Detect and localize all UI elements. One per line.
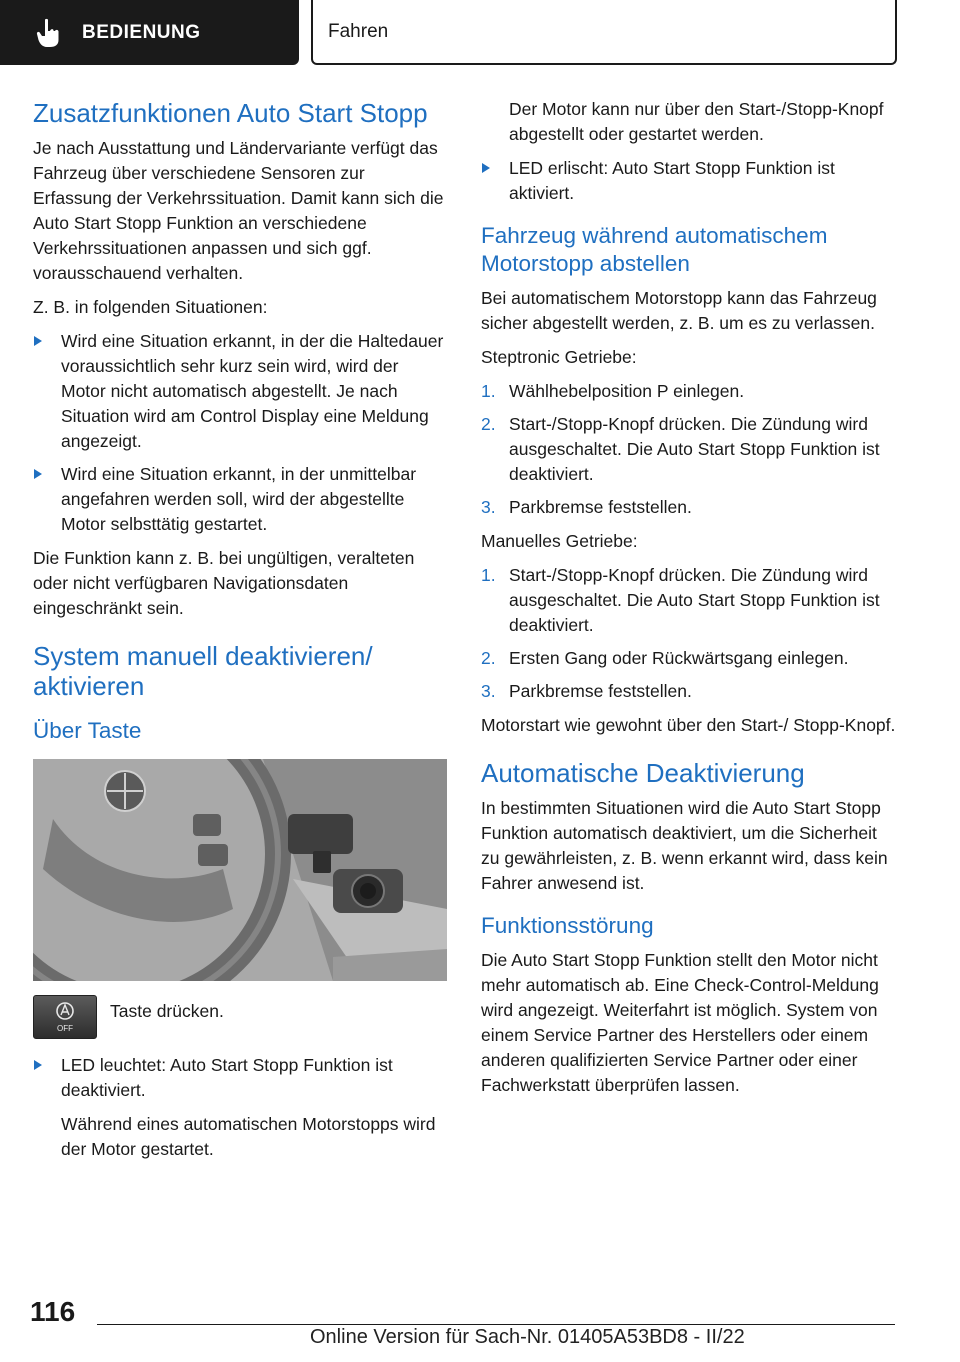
list-item-text: LED leuchtet: Auto Start Stopp Funktion ist deaktiviert.	[61, 1055, 393, 1100]
step-text: Parkbremse feststellen.	[509, 681, 692, 701]
page-number: 116	[30, 1296, 76, 1327]
list-item	[33, 1053, 447, 1103]
right-column	[481, 97, 897, 1107]
list-item-text: LED erlischt: Auto Start Stopp Funktion ist aktiviert.	[509, 158, 835, 203]
list-item	[481, 563, 897, 638]
step-number: 2.	[481, 648, 496, 668]
section-tab	[0, 0, 299, 65]
manuell-steps	[481, 563, 897, 704]
paragraph-auto: In bestimmten Situationen wird die Auto Start Stopp Funktion automatisch deaktiviert, um die Sicherheit zu gewährleisten, z. B. wenn erkannt wird, dass kein Fahrer anwesend ist.	[481, 798, 888, 893]
paragraph-steptronic: Steptronic Getriebe:	[481, 347, 637, 367]
steptronic-steps	[481, 379, 897, 520]
button-row	[33, 995, 447, 1039]
triangle-bullet-icon	[34, 469, 42, 479]
paragraph-abstellen: Bei automatischem Motorstopp kann das Fahrzeug sicher abgestellt werden, z. B. um es zu verlassen.	[481, 288, 877, 333]
heading-funktionsstoerung: Funktionsstörung	[481, 913, 654, 938]
step-number: 1.	[481, 381, 496, 401]
step-text: Wählhebelposition P einlegen.	[509, 381, 745, 401]
triangle-bullet-icon	[34, 1060, 42, 1070]
paragraph-motorstart: Motorstart wie gewohnt über den Start-/ Stopp-Knopf.	[481, 715, 896, 735]
step-text: Parkbremse feststellen.	[509, 497, 692, 517]
heading-zusatzfunktionen: Zusatzfunktionen Auto Start Stopp	[33, 98, 428, 128]
paragraph-stoerung: Die Auto Start Stopp Funktion stellt den Motor nicht mehr automatisch ab. Eine Check-Control-Meldung wird angezeigt. Weiterfahrt ist möglich. System von einem Service Partner des Herstellers oder einem anderen qualifizierten Service Partner oder einer Fachwerkstatt überprüfen lassen.	[481, 950, 879, 1095]
list-item	[481, 495, 897, 520]
list-item-text: Wird eine Situation erkannt, in der die Haltedauer voraussichtlich sehr kurz sein wird, wird der Motor nicht automatisch abgestellt. Je nach Situation wird am Control Display eine Meldung angezeigt.	[61, 331, 444, 451]
hand-pointer-icon	[36, 18, 62, 48]
paragraph-zusatz: Je nach Ausstattung und Ländervariante verfügt das Fahrzeug über verschiedene Sensoren zur Erfassung der Verkehrssituation. Damit kann sich die Auto Start Stopp Funktion an verschiedene Verkehrssituationen anpassen und sich ggf. vorausschauend verhalten.	[33, 138, 444, 283]
step-number: 2.	[481, 414, 496, 434]
list-item	[33, 462, 447, 537]
paragraph-manuell: Manuelles Getriebe:	[481, 531, 638, 551]
list-item	[481, 646, 897, 671]
paragraph-waehrend: Während eines automatischen Motorstopps wird der Motor gestartet.	[61, 1114, 436, 1159]
steering-wheel-illustration	[33, 759, 447, 981]
step-number: 3.	[481, 497, 496, 517]
list-item	[33, 329, 447, 454]
step-text: Start-/Stopp-Knopf drücken. Die Zündung wird ausgeschaltet. Die Auto Start Stopp Funktion ist deaktiviert.	[509, 565, 880, 635]
list-item	[481, 412, 897, 487]
list-item	[481, 156, 897, 206]
heading-fahrzeug-abstellen: Fahrzeug während automatischem Motorstopp abstellen	[481, 223, 828, 276]
online-version-note: Online Version für Sach-Nr. 01405A53BD8 - II/22	[310, 1326, 745, 1348]
triangle-bullet-icon	[34, 336, 42, 346]
steering-wheel-photo	[33, 759, 447, 981]
list-item	[481, 379, 897, 404]
taste-druecken-text: Taste drücken.	[110, 1001, 224, 1021]
svg-text:OFF: OFF	[57, 1024, 73, 1033]
heading-system-manuell: System manuell deaktivieren/ aktivieren	[33, 641, 373, 701]
step-number: 1.	[481, 565, 496, 585]
paragraph-continued: Der Motor kann nur über den Start-/Stopp-Knopf abgestellt oder gestartet werden.	[509, 99, 884, 144]
list-item	[481, 679, 897, 704]
left-column	[33, 98, 447, 1171]
heading-ueber-taste: Über Taste	[33, 718, 142, 743]
list-item-text: Wird eine Situation erkannt, in der unmittelbar angefahren werden soll, wird der abgestellte Motor selbsttätig gestartet.	[61, 464, 417, 534]
section-title: BEDIENUNG	[82, 21, 201, 43]
triangle-bullet-icon	[482, 163, 490, 173]
paragraph-zb: Z. B. in folgenden Situationen:	[33, 297, 268, 317]
led-list-2	[481, 156, 897, 206]
heading-automatische-deaktivierung: Automatische Deaktivierung	[481, 758, 805, 788]
step-number: 3.	[481, 681, 496, 701]
step-text: Ersten Gang oder Rückwärtsgang einlegen.	[509, 648, 849, 668]
footer-divider	[97, 1324, 895, 1325]
step-text: Start-/Stopp-Knopf drücken. Die Zündung wird ausgeschaltet. Die Auto Start Stopp Funktion ist deaktiviert.	[509, 414, 880, 484]
led-list	[33, 1053, 447, 1103]
situation-list	[33, 329, 447, 537]
auto-start-stop-off-icon	[33, 995, 97, 1039]
chapter-tab	[311, 0, 897, 65]
paragraph-funktion: Die Funktion kann z. B. bei ungültigen, veralteten oder nicht verfügbaren Navigationsdaten eingeschränkt sein.	[33, 548, 415, 618]
chapter-title: Fahren	[328, 20, 389, 42]
